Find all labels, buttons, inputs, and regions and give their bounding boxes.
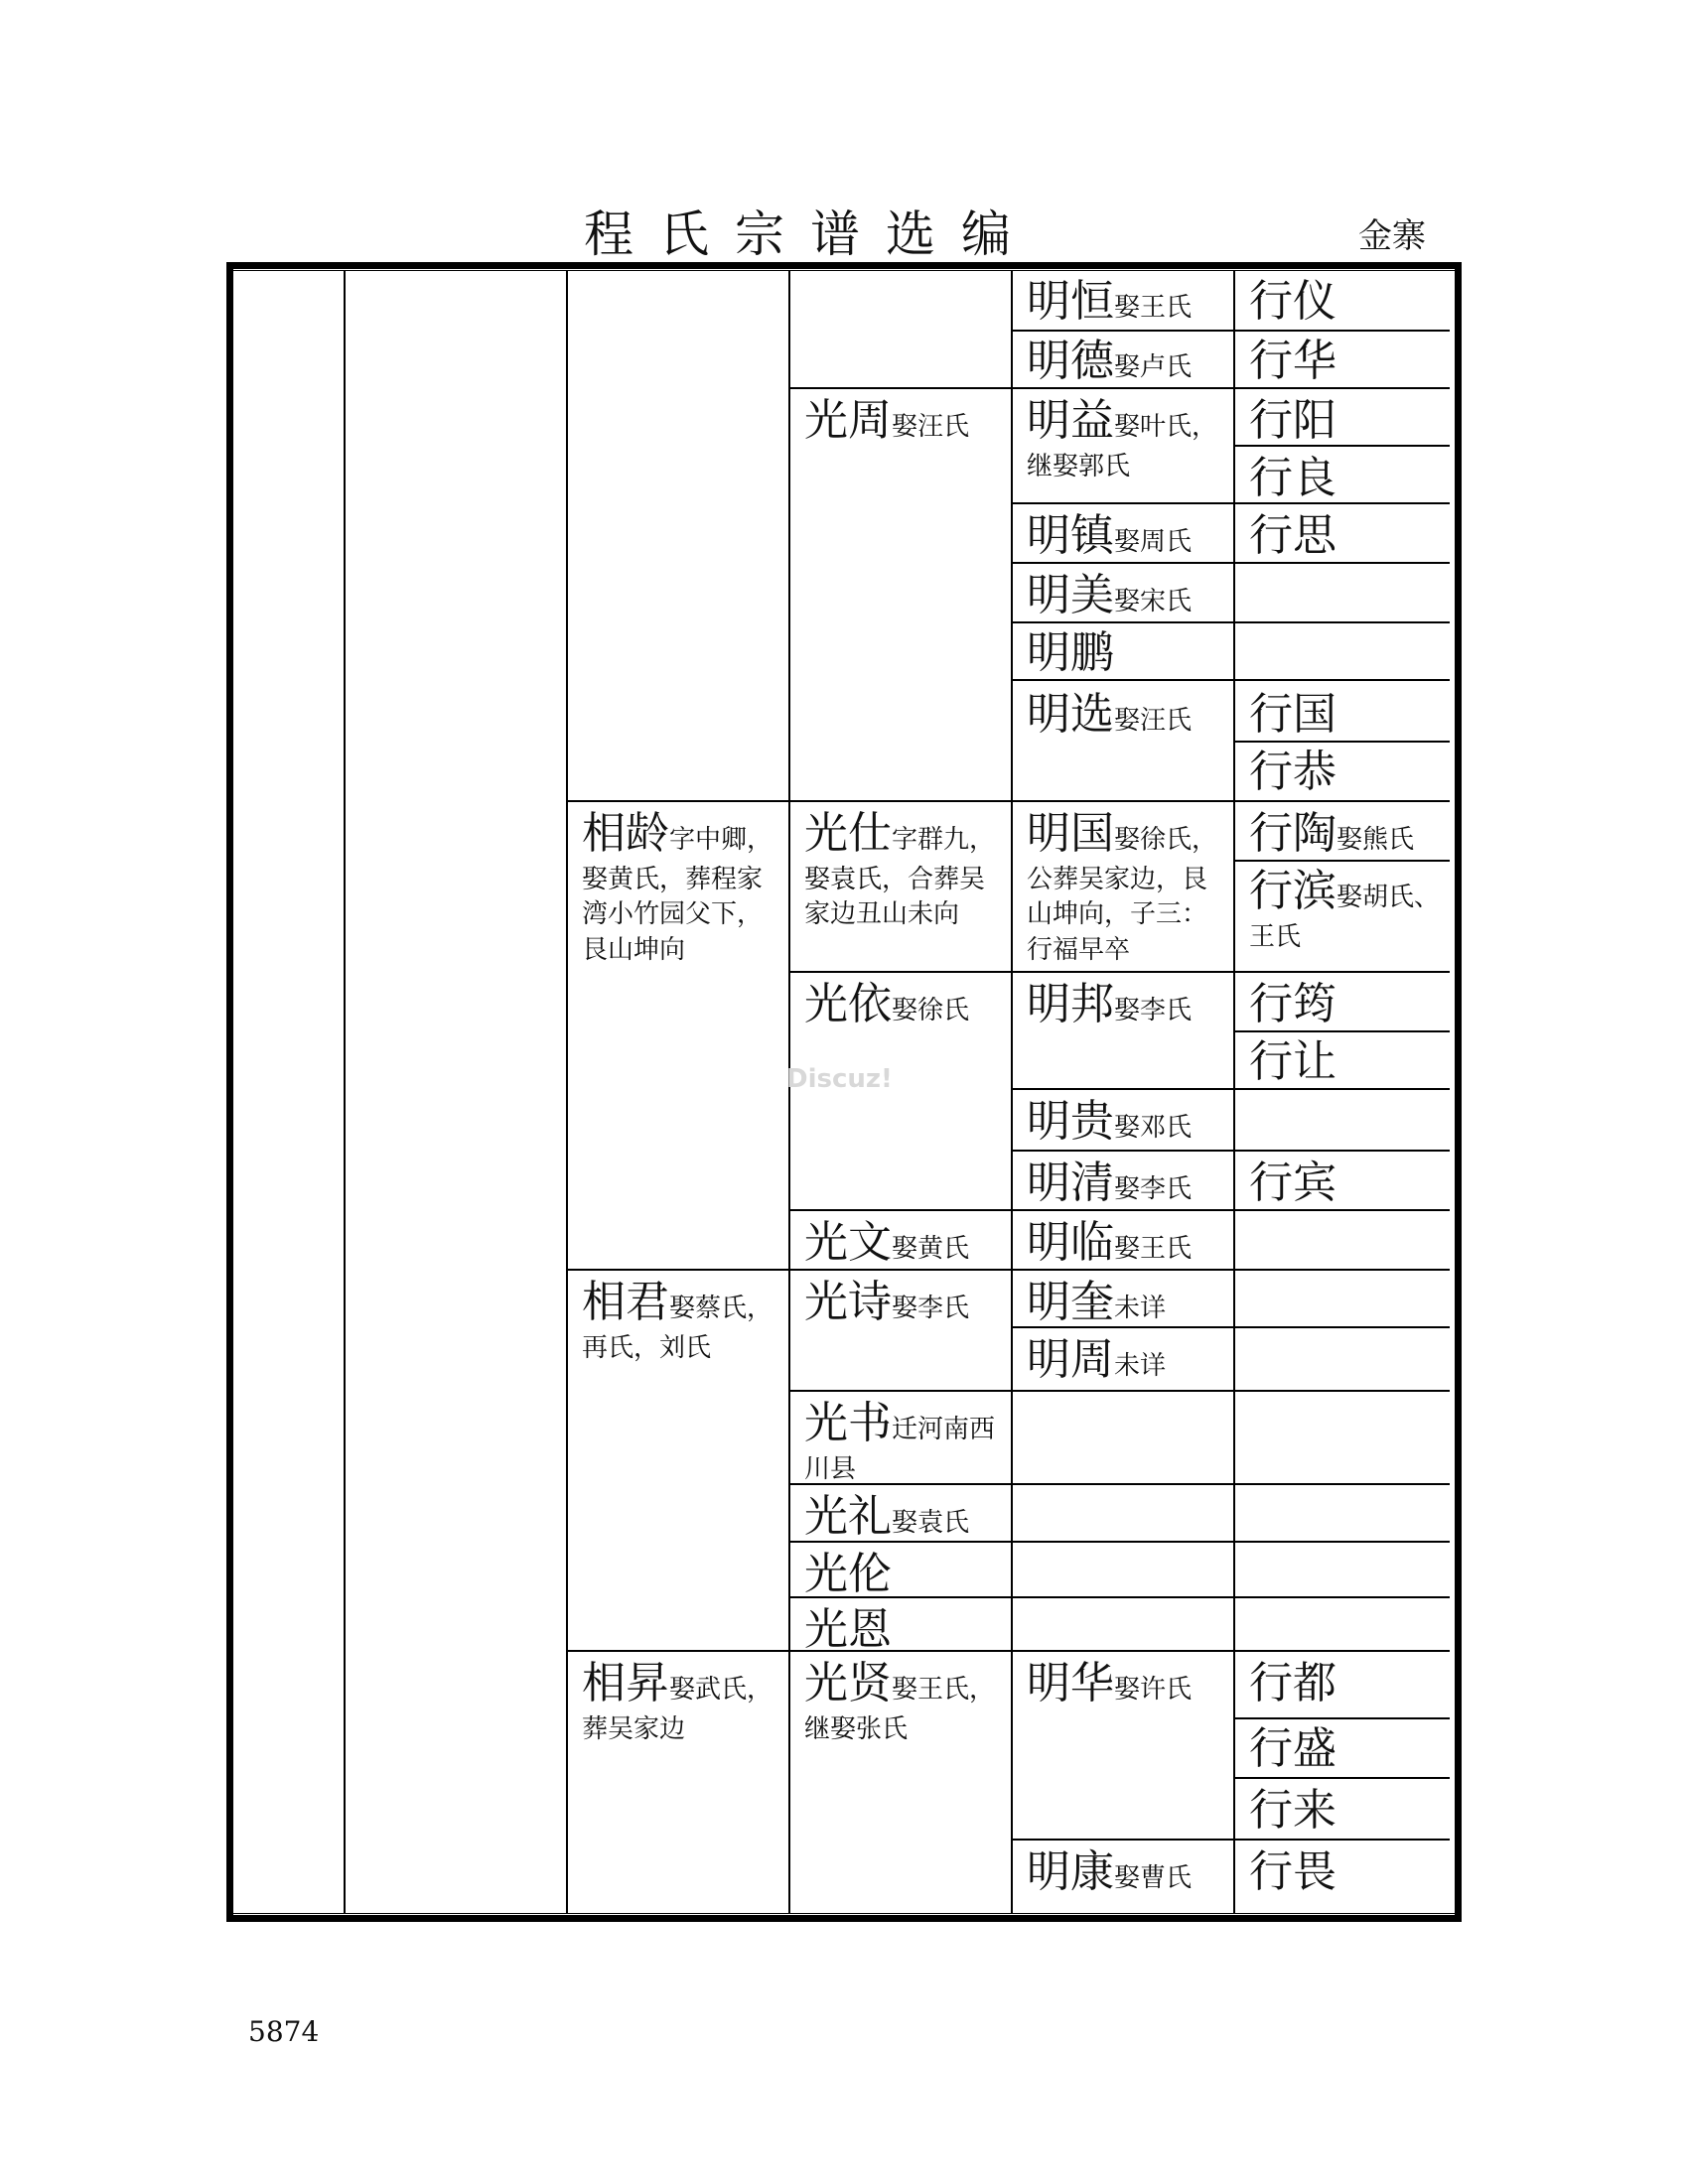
person-name: 行让 — [1249, 1036, 1336, 1087]
person-name: 光文 — [804, 1217, 892, 1268]
person-name: 明国 — [1027, 808, 1114, 859]
genealogy-entry — [1027, 685, 1225, 744]
row-divider — [1011, 1390, 1233, 1392]
genealogy-entry — [1249, 1654, 1444, 1712]
row-divider — [1233, 1326, 1450, 1328]
column-divider — [344, 270, 346, 1914]
genealogy-entry — [804, 1654, 1003, 1747]
person-name: 明益 — [1027, 395, 1114, 446]
person-note: 娶王氏，继娶张氏 — [804, 1675, 996, 1745]
person-name: 行盛 — [1249, 1723, 1336, 1774]
person-note: 娶熊氏 — [1336, 825, 1415, 855]
row-divider — [566, 1650, 788, 1652]
genealogy-entry — [804, 1600, 1003, 1659]
genealogy-entry — [1249, 862, 1444, 955]
person-name: 相龄 — [582, 808, 669, 859]
genealogy-entry — [1249, 332, 1444, 390]
person-name: 行思 — [1249, 510, 1336, 561]
genealogy-entry — [1249, 1154, 1444, 1212]
person-note: 娶邓氏 — [1114, 1113, 1193, 1143]
person-name: 光书 — [804, 1398, 892, 1448]
genealogy-entry — [1249, 1719, 1444, 1778]
person-name: 明奎 — [1027, 1277, 1114, 1327]
genealogy-entry — [582, 1654, 780, 1747]
person-note: 迁河南西川县 — [804, 1415, 996, 1485]
genealogy-entry — [1027, 804, 1225, 968]
person-note: 娶王氏 — [1114, 1234, 1193, 1264]
genealogy-entry — [1249, 975, 1444, 1033]
row-divider — [1233, 1650, 1450, 1652]
genealogy-entry — [1027, 623, 1225, 682]
person-name: 相昇 — [582, 1658, 669, 1708]
genealogy-entry — [1249, 685, 1444, 744]
genealogy-entry — [1249, 1032, 1444, 1091]
row-divider — [1011, 1596, 1233, 1598]
person-note: 娶徐氏 — [892, 996, 970, 1025]
row-divider — [1233, 1269, 1450, 1271]
person-name: 明华 — [1027, 1658, 1114, 1708]
person-note: 娶武氏，葬吴家边 — [582, 1675, 774, 1745]
genealogy-entry — [1249, 506, 1444, 565]
person-name: 光伦 — [804, 1549, 892, 1599]
watermark: Discuz! — [786, 1064, 893, 1094]
person-name: 光礼 — [804, 1491, 892, 1542]
person-name: 明选 — [1027, 689, 1114, 740]
genealogy-entry — [1027, 1154, 1225, 1212]
person-name: 明邦 — [1027, 979, 1114, 1029]
row-divider — [1233, 1596, 1450, 1598]
person-name: 明周 — [1027, 1334, 1114, 1385]
person-name: 行滨 — [1249, 866, 1336, 916]
page-number: 5874 — [248, 2015, 320, 2048]
person-note: 娶蔡氏，再氏，刘氏 — [582, 1294, 774, 1364]
genealogy-entry — [804, 1273, 1003, 1331]
row-divider — [1011, 800, 1233, 802]
person-name: 光周 — [804, 395, 892, 446]
row-divider — [1011, 971, 1233, 973]
person-note: 娶许氏 — [1114, 1675, 1193, 1705]
person-name: 明镇 — [1027, 510, 1114, 561]
person-note: 娶汪氏 — [892, 412, 970, 442]
row-divider — [788, 971, 1011, 973]
person-name: 行畏 — [1249, 1846, 1336, 1897]
person-name: 相君 — [582, 1277, 669, 1327]
person-name: 明清 — [1027, 1158, 1114, 1208]
row-divider — [1011, 1839, 1233, 1841]
person-name: 明恒 — [1027, 276, 1114, 327]
genealogy-entry — [1249, 804, 1444, 863]
person-note: 娶黄氏 — [892, 1234, 970, 1264]
row-divider — [1233, 679, 1450, 681]
genealogy-entry — [1027, 566, 1225, 624]
person-note: 娶宋氏 — [1114, 587, 1193, 616]
person-note: 娶李氏 — [1114, 1174, 1193, 1204]
person-note: 娶曹氏 — [1114, 1863, 1193, 1893]
genealogy-entry — [804, 804, 1003, 933]
genealogy-entry — [1249, 391, 1444, 450]
person-name: 光贤 — [804, 1658, 892, 1708]
person-name: 明临 — [1027, 1217, 1114, 1268]
person-note: 未详 — [1114, 1294, 1167, 1323]
row-divider — [566, 800, 788, 802]
person-note: 娶王氏 — [1114, 293, 1193, 323]
person-name: 明康 — [1027, 1846, 1114, 1897]
row-divider — [1233, 1541, 1450, 1543]
genealogy-entry — [804, 1213, 1003, 1272]
genealogy-entry — [1027, 1213, 1225, 1272]
page-place-name: 金寨 — [1358, 216, 1426, 256]
genealogy-entry — [582, 804, 780, 968]
genealogy-entry — [1027, 1092, 1225, 1151]
genealogy-entry — [804, 975, 1003, 1033]
genealogy-entry — [1027, 1330, 1225, 1389]
page-title: 程氏宗谱选编 — [584, 205, 1037, 263]
genealogy-entry — [804, 1545, 1003, 1603]
row-divider — [1233, 971, 1450, 973]
genealogy-entry — [1027, 1654, 1225, 1712]
genealogy-entry — [1249, 272, 1444, 331]
person-name: 行良 — [1249, 453, 1336, 503]
genealogy-entry — [1249, 1781, 1444, 1840]
person-name: 行恭 — [1249, 747, 1336, 797]
column-divider — [566, 270, 568, 1914]
row-divider — [788, 1390, 1011, 1392]
genealogy-entry — [1027, 391, 1225, 484]
row-divider — [788, 1209, 1011, 1211]
person-name: 行来 — [1249, 1785, 1336, 1836]
row-divider — [788, 387, 1011, 389]
person-name: 行国 — [1249, 689, 1336, 740]
person-name: 行陶 — [1249, 808, 1336, 859]
person-note: 娶汪氏 — [1114, 706, 1193, 736]
row-divider — [1233, 621, 1450, 623]
genealogy-entry — [804, 391, 1003, 450]
genealogy-entry — [1027, 975, 1225, 1033]
person-note: 娶李氏 — [892, 1294, 970, 1323]
genealogy-entry — [1027, 1273, 1225, 1331]
row-divider — [1011, 502, 1233, 504]
person-note: 娶卢氏 — [1114, 352, 1193, 382]
genealogy-entry — [1249, 1843, 1444, 1901]
person-name: 光诗 — [804, 1277, 892, 1327]
row-divider — [1233, 1390, 1450, 1392]
person-note: 娶徐氏，公葬吴家边，艮山坤向，子三：行福早卒 — [1027, 825, 1218, 965]
genealogy-entry — [1249, 449, 1444, 507]
person-note: 娶李氏 — [1114, 996, 1193, 1025]
row-divider — [1011, 1650, 1233, 1652]
person-name: 明美 — [1027, 570, 1114, 620]
genealogy-entry — [1027, 506, 1225, 565]
genealogy-entry — [582, 1273, 780, 1366]
row-divider — [566, 1269, 788, 1271]
person-name: 光仕 — [804, 808, 892, 859]
row-divider — [1233, 1150, 1450, 1152]
person-note: 字中卿，娶黄氏，葬程家湾小竹园父下，艮山坤向 — [582, 825, 774, 965]
person-name: 行华 — [1249, 336, 1336, 386]
person-note: 娶叶氏，继娶郭氏 — [1027, 412, 1218, 482]
column-divider — [1011, 270, 1013, 1914]
genealogy-entry — [1249, 743, 1444, 801]
person-name: 明德 — [1027, 336, 1114, 386]
person-name: 行都 — [1249, 1658, 1336, 1708]
person-note: 娶胡氏、王氏 — [1249, 883, 1441, 953]
genealogy-entry — [1027, 1843, 1225, 1901]
person-name: 明贵 — [1027, 1096, 1114, 1147]
row-divider — [1011, 1483, 1233, 1485]
genealogy-entry — [1027, 272, 1225, 331]
person-note: 娶袁氏 — [892, 1508, 970, 1538]
person-name: 行宾 — [1249, 1158, 1336, 1208]
genealogy-entry — [1027, 332, 1225, 390]
column-divider — [1233, 270, 1235, 1914]
row-divider — [1011, 1088, 1233, 1090]
person-name: 光依 — [804, 979, 892, 1029]
row-divider — [1233, 1483, 1450, 1485]
genealogy-entry — [804, 1487, 1003, 1546]
genealogy-entry — [804, 1394, 1003, 1487]
person-name: 明鹏 — [1027, 627, 1114, 678]
person-note: 娶周氏 — [1114, 527, 1193, 557]
person-name: 光恩 — [804, 1604, 892, 1655]
person-note: 字群九，娶袁氏，合葬吴家边丑山未向 — [804, 825, 996, 930]
person-note: 未详 — [1114, 1351, 1167, 1381]
person-name: 行筠 — [1249, 979, 1336, 1029]
person-name: 行阳 — [1249, 395, 1336, 446]
row-divider — [788, 800, 1011, 802]
person-name: 行仪 — [1249, 276, 1336, 327]
row-divider — [1011, 1541, 1233, 1543]
